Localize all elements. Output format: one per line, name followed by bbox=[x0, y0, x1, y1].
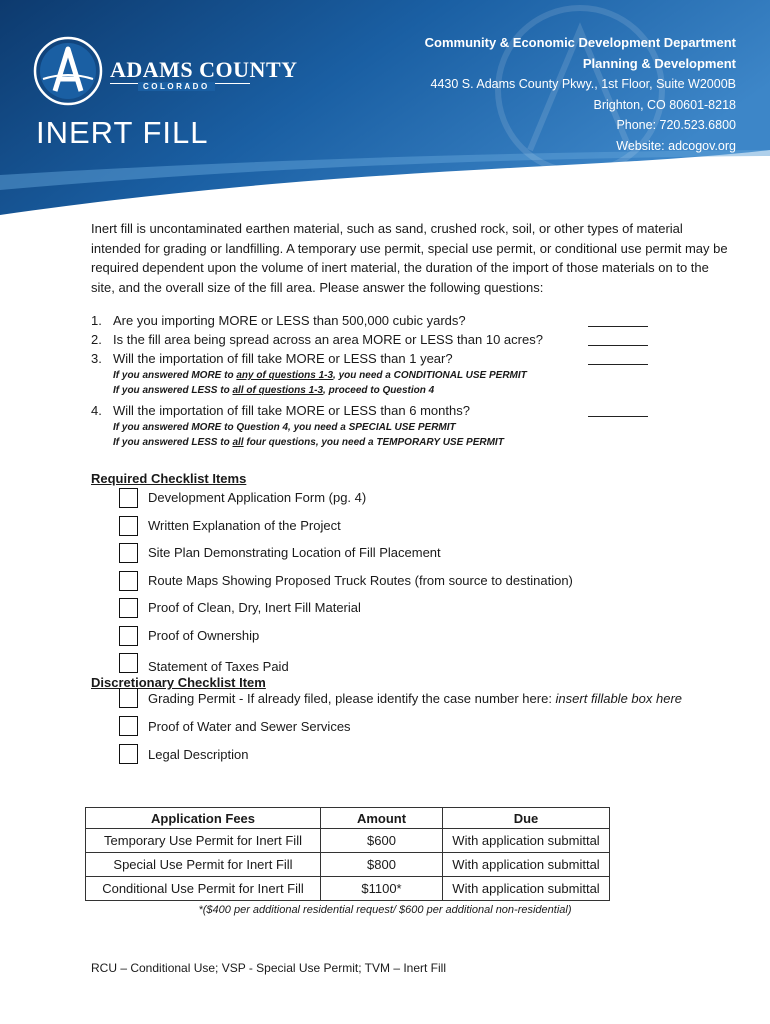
county-state: COLORADO bbox=[138, 82, 215, 91]
phone: Phone: 720.523.6800 bbox=[616, 118, 736, 132]
checkbox[interactable] bbox=[119, 688, 138, 708]
fee-amount: $600 bbox=[321, 829, 443, 853]
question-3 bbox=[91, 349, 731, 368]
instruction-note-1: If you answered MORE to any of questions 1-3, you need a CONDITIONAL USE PERMIT bbox=[113, 370, 527, 381]
answer-blank-1[interactable] bbox=[588, 326, 648, 327]
answer-blank-4[interactable] bbox=[588, 416, 648, 417]
fee-name: Special Use Permit for Inert Fill bbox=[86, 853, 321, 877]
checklist-label: Grading Permit - If already filed, please identify the case number here: insert fillable box here bbox=[148, 691, 683, 706]
fee-due: With application submittal bbox=[443, 829, 610, 853]
question-number: 2. bbox=[91, 332, 102, 347]
table-row bbox=[86, 877, 610, 901]
page-header bbox=[0, 0, 770, 215]
question-text: Are you importing MORE or LESS than 500,000 cubic yards? bbox=[113, 313, 466, 328]
checklist-label: Proof of Clean, Dry, Inert Fill Material bbox=[148, 600, 361, 615]
checklist-label: Development Application Form (pg. 4) bbox=[148, 490, 367, 505]
answer-blank-3[interactable] bbox=[588, 364, 648, 365]
city-state-zip: Brighton, CO 80601-8218 bbox=[593, 97, 736, 112]
checkbox[interactable] bbox=[119, 598, 138, 618]
fee-amount: $1100* bbox=[321, 877, 443, 901]
instruction-note-3: If you answered MORE to Question 4, you need a SPECIAL USE PERMIT bbox=[113, 422, 456, 433]
checklist-label: Site Plan Demonstrating Location of Fill Placement bbox=[148, 545, 441, 560]
question-number: 4. bbox=[91, 403, 102, 418]
checkbox[interactable] bbox=[119, 744, 138, 764]
fee-due: With application submittal bbox=[443, 853, 610, 877]
question-2 bbox=[91, 330, 731, 349]
question-number: 3. bbox=[91, 351, 102, 366]
fee-footnote: *($400 per additional residential request/ $600 per additional non-residential) bbox=[198, 904, 572, 916]
checklist-item bbox=[91, 652, 731, 674]
fee-due: With application submittal bbox=[443, 877, 610, 901]
checkbox[interactable] bbox=[119, 488, 138, 508]
intro-paragraph: Inert fill is uncontaminated earthen material, such as sand, crushed rock, soil, or other types of material intended for grading or landfilling. A temporary use permit, special use permit, or conditional use permit may be required dependent upon the volume of inert material, the duration of the import of those materials on to the site, and the overall size of the fill area. Please answer the following questions: bbox=[91, 221, 728, 295]
form-content bbox=[91, 219, 731, 774]
checklist-label: Legal Description bbox=[148, 747, 249, 762]
answer-blank-2[interactable] bbox=[588, 345, 648, 346]
checklist-label: Statement of Taxes Paid bbox=[148, 659, 289, 674]
department-name: Community & Economic Development Department bbox=[424, 35, 736, 50]
page-title: INERT FILL bbox=[36, 115, 209, 150]
county-name: ADAMS COUNTY bbox=[110, 57, 298, 82]
checkbox[interactable] bbox=[119, 716, 138, 736]
checklist-item bbox=[91, 691, 731, 719]
instruction-note-4: If you answered LESS to all four questions, you need a TEMPORARY USE PERMIT bbox=[113, 437, 504, 448]
question-1 bbox=[91, 311, 731, 330]
instruction-note-2: If you answered LESS to all of questions 1-3, proceed to Question 4 bbox=[113, 385, 435, 396]
question-text: Is the fill area being spread across an area MORE or LESS than 10 acres? bbox=[113, 332, 543, 347]
division-name: Planning & Development bbox=[582, 55, 736, 71]
discretionary-checklist bbox=[91, 691, 731, 774]
checklist-item bbox=[91, 625, 731, 653]
checklist-item bbox=[91, 597, 731, 625]
required-checklist-heading: Required Checklist Items bbox=[91, 471, 247, 486]
website: Website: adcogov.org bbox=[616, 138, 736, 153]
footer-abbreviations: RCU – Conditional Use; VSP - Special Use Permit; TVM – Inert Fill bbox=[91, 961, 447, 975]
question-text: Will the importation of fill take MORE or LESS than 1 year? bbox=[113, 351, 453, 366]
column-header: Amount bbox=[321, 808, 443, 829]
application-fees-table bbox=[85, 807, 610, 901]
fee-name: Conditional Use Permit for Inert Fill bbox=[86, 877, 321, 901]
discretionary-checklist-heading: Discretionary Checklist Item bbox=[91, 675, 266, 690]
fee-amount: $800 bbox=[321, 853, 443, 877]
question-4 bbox=[91, 401, 731, 420]
checklist-label: Proof of Water and Sewer Services bbox=[148, 718, 351, 734]
table-header-row bbox=[86, 808, 610, 829]
checklist-item bbox=[91, 515, 731, 543]
checklist-label: Written Explanation of the Project bbox=[148, 517, 341, 533]
checklist-label: Route Maps Showing Proposed Truck Routes (from source to destination) bbox=[148, 572, 573, 588]
questions-list bbox=[91, 311, 731, 450]
required-checklist bbox=[91, 487, 731, 674]
table-row bbox=[86, 853, 610, 877]
checklist-item bbox=[91, 719, 731, 747]
adams-county-logo bbox=[33, 35, 103, 107]
column-header: Application Fees bbox=[86, 808, 321, 829]
checkbox[interactable] bbox=[119, 626, 138, 646]
checkbox[interactable] bbox=[119, 653, 138, 673]
checklist-item bbox=[91, 570, 731, 598]
address: 4430 S. Adams County Pkwy., 1st Floor, Suite W2000B bbox=[430, 77, 736, 91]
department-contact-block bbox=[425, 33, 736, 156]
column-header: Due bbox=[443, 808, 610, 829]
checkbox[interactable] bbox=[119, 543, 138, 563]
question-number: 1. bbox=[91, 313, 102, 328]
question-text: Will the importation of fill take MORE or LESS than 6 months? bbox=[113, 403, 470, 418]
checklist-item bbox=[91, 542, 731, 570]
checklist-item bbox=[91, 746, 731, 774]
table-row bbox=[86, 829, 610, 853]
checkbox[interactable] bbox=[119, 516, 138, 536]
checkbox[interactable] bbox=[119, 571, 138, 591]
fee-name: Temporary Use Permit for Inert Fill bbox=[86, 829, 321, 853]
checklist-item bbox=[91, 487, 731, 515]
checklist-label: Proof of Ownership bbox=[148, 627, 260, 643]
